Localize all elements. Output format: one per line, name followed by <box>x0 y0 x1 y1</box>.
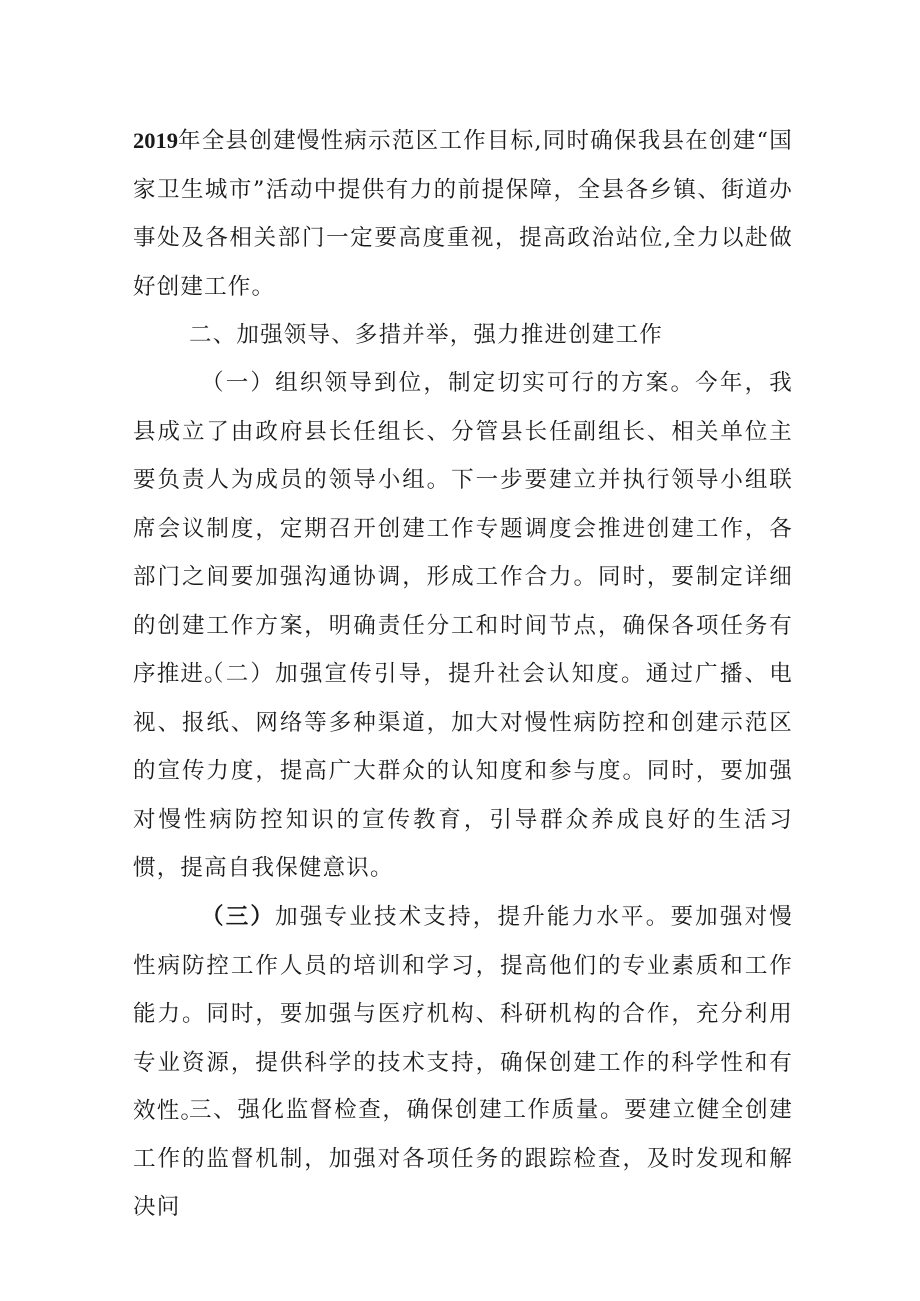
paragraph-sub-2: （二）加强宣传引导，提升社会认知度。通过广播、电视、报纸、网络等多种渠道，加大对慢性病防控和创建示范区的宣传力度，提高广大群众的认知度和参与度。同时，要加强对慢性病防控知识的宣传教育，引导群众养成良好的生活习惯，提高自我保健意识。 <box>133 661 793 881</box>
paragraph-goal-text: 年全县创建慢性病示范区工作目标,同时确保我县在创建“国家卫生城市”活动中提供有力的前提保障，全县各乡镇、街道办事处及各相关部门一定要高度重视，提高政治站位,全力以赴做好创建工作。 <box>133 128 793 300</box>
section-heading-2: 二、加强领导、多措并举，强力推进创建工作 <box>189 322 664 348</box>
paragraph-section-3: 三、强化监督检查，确保创建工作质量。要建立健全创建工作的监督机制，加强对各项任务的跟踪检查，及时发现和解决问 <box>133 1097 793 1220</box>
paragraph-sub-3-text: 加强专业技术支持，提升能力水平。要加强对慢性病防控工作人员的培训和学习，提高他们的专业素质和工作能力。同时，要加强与医疗机构、科研机构的合作，充分利用专业资源，提供科学的技术支持，确保创建工作的科学性和有效性。 <box>133 904 793 1124</box>
year-text: 2019 <box>133 128 178 153</box>
paragraph-sub-1: （一）组织领导到位，制定切实可行的方案。今年，我县成立了由政府县长任组长、分管县长任副组长、相关单位主要负责人为成员的领导小组。下一步要建立并执行领导小组联席会议制度，定期召开创建工作专题调度会推进创建工作，各部门之间要加强沟通协调，形成工作合力。同时，要制定详细的创建工作方案，明确责任分工和时间节点，确保各项任务有序推进。 <box>133 370 793 687</box>
paragraph-goal <box>133 117 793 311</box>
paragraph-sub-3-marker: （三） <box>201 904 276 930</box>
